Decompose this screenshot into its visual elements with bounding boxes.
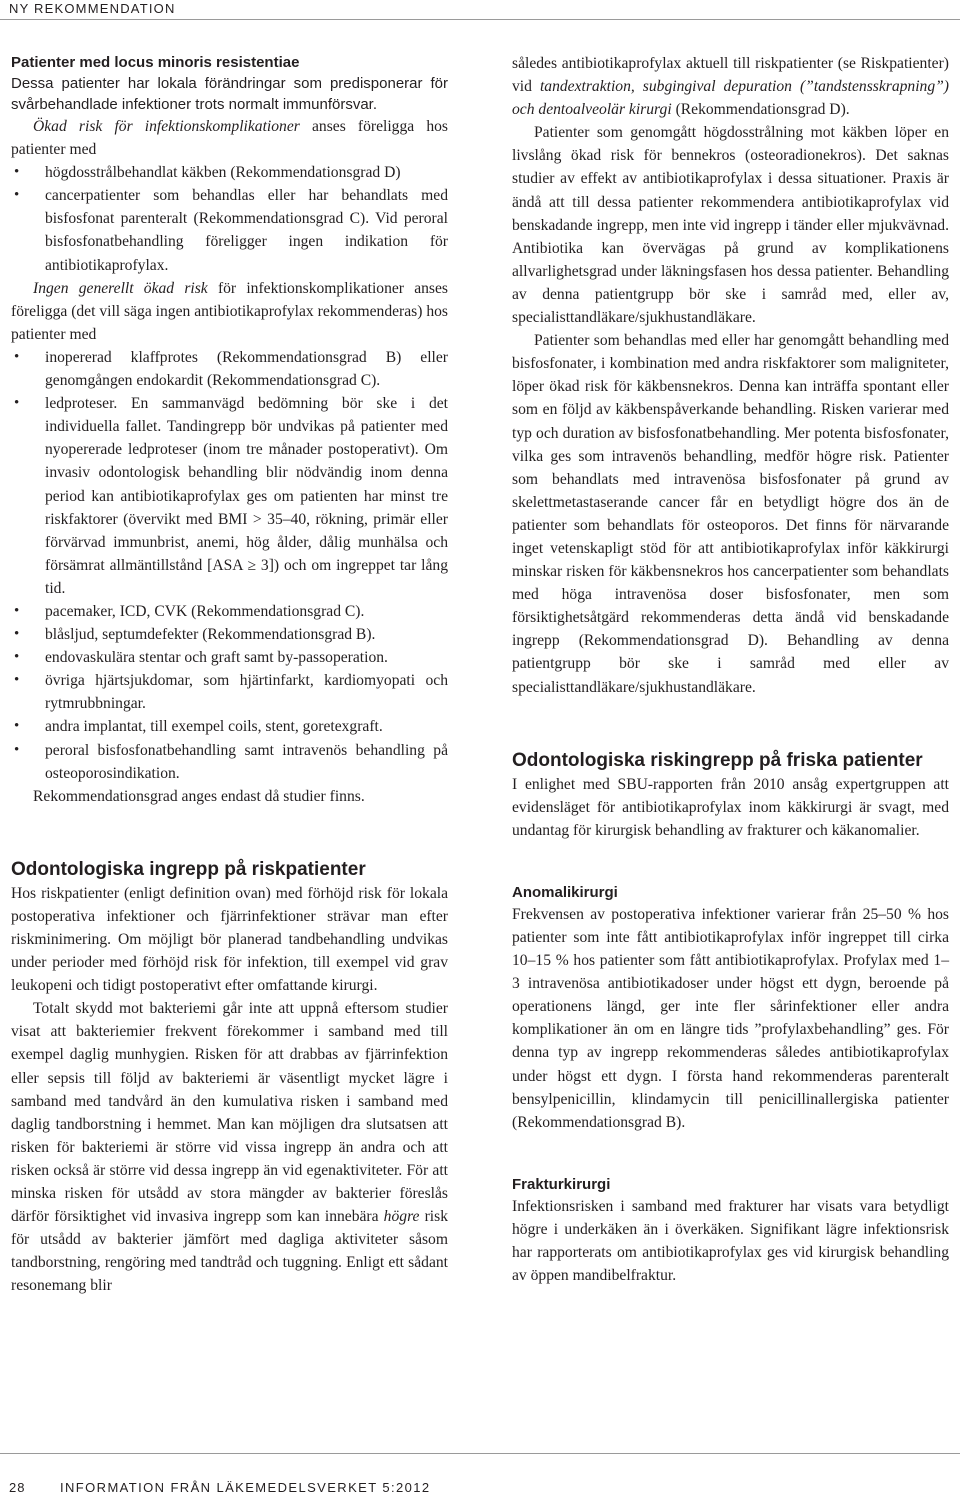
heading-risk-patients: Odontologiska ingrepp på riskpatienter: [11, 858, 366, 880]
list-item: • cancerpatienter som behandlas eller har behandlats med bisfosfonat parenteralt (Rekommendationsgrad C). Vid peroral bisfosfonatbehandling föreligger ingen indikation för antibiotikaprofylax.: [11, 184, 448, 276]
p2-emphasis: högre: [383, 1208, 420, 1226]
radiation-paragraph: Patienter som genomgått högdosstrålning mot käkben löper en livslång ökad risk för bennekros (osteoradionekros). Det saknas studier av effekt av antibiotikaprofylax i dessa situationer. Praxis är ändå att till dessa patienter rekommendera antibiotikaprofylax vid benskadande ingrepp, men inte vid ingrepp i tänder eller mjukvävnad. Antibiotika kan övervägas på grund av komplikationens allvarlighetsgrad under läkningsfasen hos dessa patienter. Behandling av denna patientgrupp bör ske i samråd med, eller av, specialisttandläkare/sjukhustandläkare.: [512, 124, 949, 327]
list-item: • ledproteser. En sammanvägd bedömning bör ske i det individuella fallet. Tandingrepp bör undvikas på patienter med nyopererade ledproteser (inom tre månader postoperativt). Om invasiv odontologisk behandling blir nödvändig inom denna period kan antibiotikaprofylax ges om patienten har minst tre riskfaktorer (övervikt med BMI > 35–40, rökning, primär eller förvärvad immunbrist, anemi, hög ålder, dålig munhälsa och försämrat allmäntillstånd [ASA ≥ 3]) och om ingreppet tar lång tid.: [11, 392, 448, 600]
cont-text-before: således antibiotikaprofylax aktuell till riskpatienter (se Riskpatienter) vid: [512, 55, 949, 96]
page-header: [0, 0, 960, 20]
risk-patients-paragraph-2: [11, 997, 448, 1297]
heading-locus-minoris: Patienter med locus minoris resistentiae: [11, 54, 300, 71]
list-item: • pacemaker, ICD, CVK (Rekommendationsgrad C).: [11, 600, 448, 623]
list-item: • inopererad klaffprotes (Rekommendationsgrad B) eller genomgången endokardit (Rekommendationsgrad C).: [11, 346, 448, 392]
list-item: • peroral bisfosfonatbehandling samt intravenös behandling på osteoporosindikation.: [11, 739, 448, 785]
heading-fracture-surgery: Frakturkirurgi: [512, 1175, 611, 1193]
increased-risk-text: anses föreligga hos patienter med: [11, 118, 448, 159]
heading-healthy-patients: Odontologiska riskingrepp på friska patienter: [512, 749, 923, 771]
heading-anomaly-surgery: Anomalikirurgi: [512, 883, 618, 901]
list-item: • blåsljud, septumdefekter (Rekommendationsgrad B).: [11, 623, 448, 646]
no-increased-risk-text: för infektionskomplikationer anses föreligga (det vill säga ingen antibiotikaprofylax rekommenderas) hos patienter med: [11, 279, 448, 343]
p2-text-before: Totalt skydd mot bakteriemi går inte att uppnå eftersom studier visat att bakteriemier frekvent förekommer i samband med till exempel daglig munhygien. Risken för att drabbas av fjärrinfektion eller sepsis till följd av bakteriemi är väsentligt mycket lägre i samband med tandvård än den kumulativa risken i samband med daglig tandborstning i hemmet. Man kan möjligen dra slutsatsen att risken för bakteriemi är större vid vissa ingrepp än andra och att risken också är större vid dessa ingrepp än vid egenaktiviteter. För att minska risken för utsådd av stora mängder av bakterier föreslås därför försiktighet vid invasiva ingrepp som kan innebära: [11, 1000, 448, 1226]
no-increased-risk-list: [11, 346, 448, 785]
no-increased-risk-paragraph: [11, 277, 448, 346]
healthy-patients-paragraph: I enlighet med SBU-rapporten från 2010 ansåg expertgruppen att evidensläget för antibiotikaprofylax inom käkkirurgi är svagt, med undantag för kirurgisk behandling av frakturer och käkanomalier.: [512, 775, 949, 839]
cont-text-after: (Rekommendationsgrad D).: [671, 101, 850, 119]
running-header-label: NY REKOMMENDATION: [9, 1, 176, 16]
list-item: • andra implantat, till exempel coils, stent, goretexgraft.: [11, 715, 448, 738]
increased-risk-emphasis: Ökad risk för infektionskomplikationer: [33, 118, 300, 135]
page-footer: [0, 1453, 960, 1497]
risk-patients-paragraph-1: Hos riskpatienter (enligt definition ovan) med förhöjd risk för lokala postoperativa infektioner och fjärrinfektioner strävar man efter riskminimering. Om möjligt bör planerad tandbehandling undvikas under perioder med förhöjd risk för infektion, till exempel vid grav leukopeni och tidigt postoperativt efter omfattande kirurgi.: [11, 884, 448, 995]
intro-paragraph: Dessa patienter har lokala förändringar som predisponerar för svårbehandlade infektioner trots normalt immunförsvar.: [11, 75, 448, 113]
page-number: 28: [9, 1480, 26, 1495]
right-column: [512, 52, 949, 1287]
publication-name: INFORMATION FRÅN LÄKEMEDELSVERKET 5:2012: [60, 1480, 431, 1495]
list-item: • övriga hjärtsjukdomar, som hjärtinfarkt, kardiomyopati och rytmrubbningar.: [11, 669, 448, 715]
left-column: [11, 52, 448, 1298]
cont-emphasis: tandextraktion, subgingival depuration (”tandstensskrapning”) och dentoalveolär kirurgi: [512, 78, 949, 119]
anomaly-surgery-paragraph: Frekvensen av postoperativa infektioner varierar från 25–50 % hos patienter som inte fått antibiotikaprofylax inför ingreppet till cirka 10–15 % hos patienter som fått antibiotikaprofylax. Profylax med 1–3 intravenösa antibiotikadoser under högst ett dygn, beroende på operationens längd, ger inte fler sårinfektioner eller andra komplikationer än om en längre tids ”profylaxbehandling” ges. För denna typ av ingrepp rekommenderas således antibiotikaprofylax under högst ett dygn. I första hand rekommenderas parenteralt bensylpenicillin, klindamycin till penicillinallergiska patienter (Rekommendationsgrad B).: [512, 905, 949, 1131]
bisphosphonate-paragraph: Patienter som behandlas med eller har genomgått behandling med bisfosfonater, i kombination med andra riskfaktorer som maligniteter, löper ökad risk för käkbensnekros. Denna kan inträffa spontant eller som en följd av käkbenspåverkande behandling. Risken varierar med typ och duration av bisfosfonatbehandling. Mer potenta bisfosfonater, vilka ges som intravenös behandling, medför högre risk. Patienter som behandlats med intravenösa bisfosfonater på grund av skelettmetastaserande cancer får en betydligt högre dos än de patienter som behandlats för osteoporos. Det finns för närvarande inget vetenskapligt stöd för att antibiotikaprofylax inför käkkirurgi minskar risken för käkbensnekros hos cancerpatienter som behandlats med höga intravenösa doser bisfosfonater, men som försiktighetsåtgärd rekommenderas detta ändå vid benskadande ingrepp (Rekommendationsgrad D). Behandling av denna patientgrupp bör ske i samråd med eller av specialisttandläkare/sjukhustandläkare.: [512, 332, 949, 696]
continuation-paragraph: [512, 52, 949, 121]
fracture-surgery-paragraph: Infektionsrisken i samband med frakturer har visats vara betydligt högre i underkäken än i överkäken. Signifikant lägre infektionsrisk har rapporterats om antibiotikaprofylax ges vid kirurgisk behandling av öppen mandibelfraktur.: [512, 1197, 949, 1285]
no-increased-risk-emphasis: Ingen generellt ökad risk: [33, 279, 208, 297]
list-item: • högdosstrålbehandlat käkben (Rekommendationsgrad D): [11, 161, 448, 184]
p2-text-after: risk för utsådd av bakterier jämfört med dagliga aktiviteter såsom tandborstning, rengöring med tandtråd och tuggning. Enligt ett sådant resonemang blir: [11, 1208, 448, 1295]
increased-risk-list: [11, 161, 448, 276]
increased-risk-paragraph: [11, 115, 448, 161]
list-item: • endovaskulära stentar och graft samt by-passoperation.: [11, 646, 448, 669]
grade-note: Rekommendationsgrad anges endast då studier finns.: [33, 787, 365, 805]
